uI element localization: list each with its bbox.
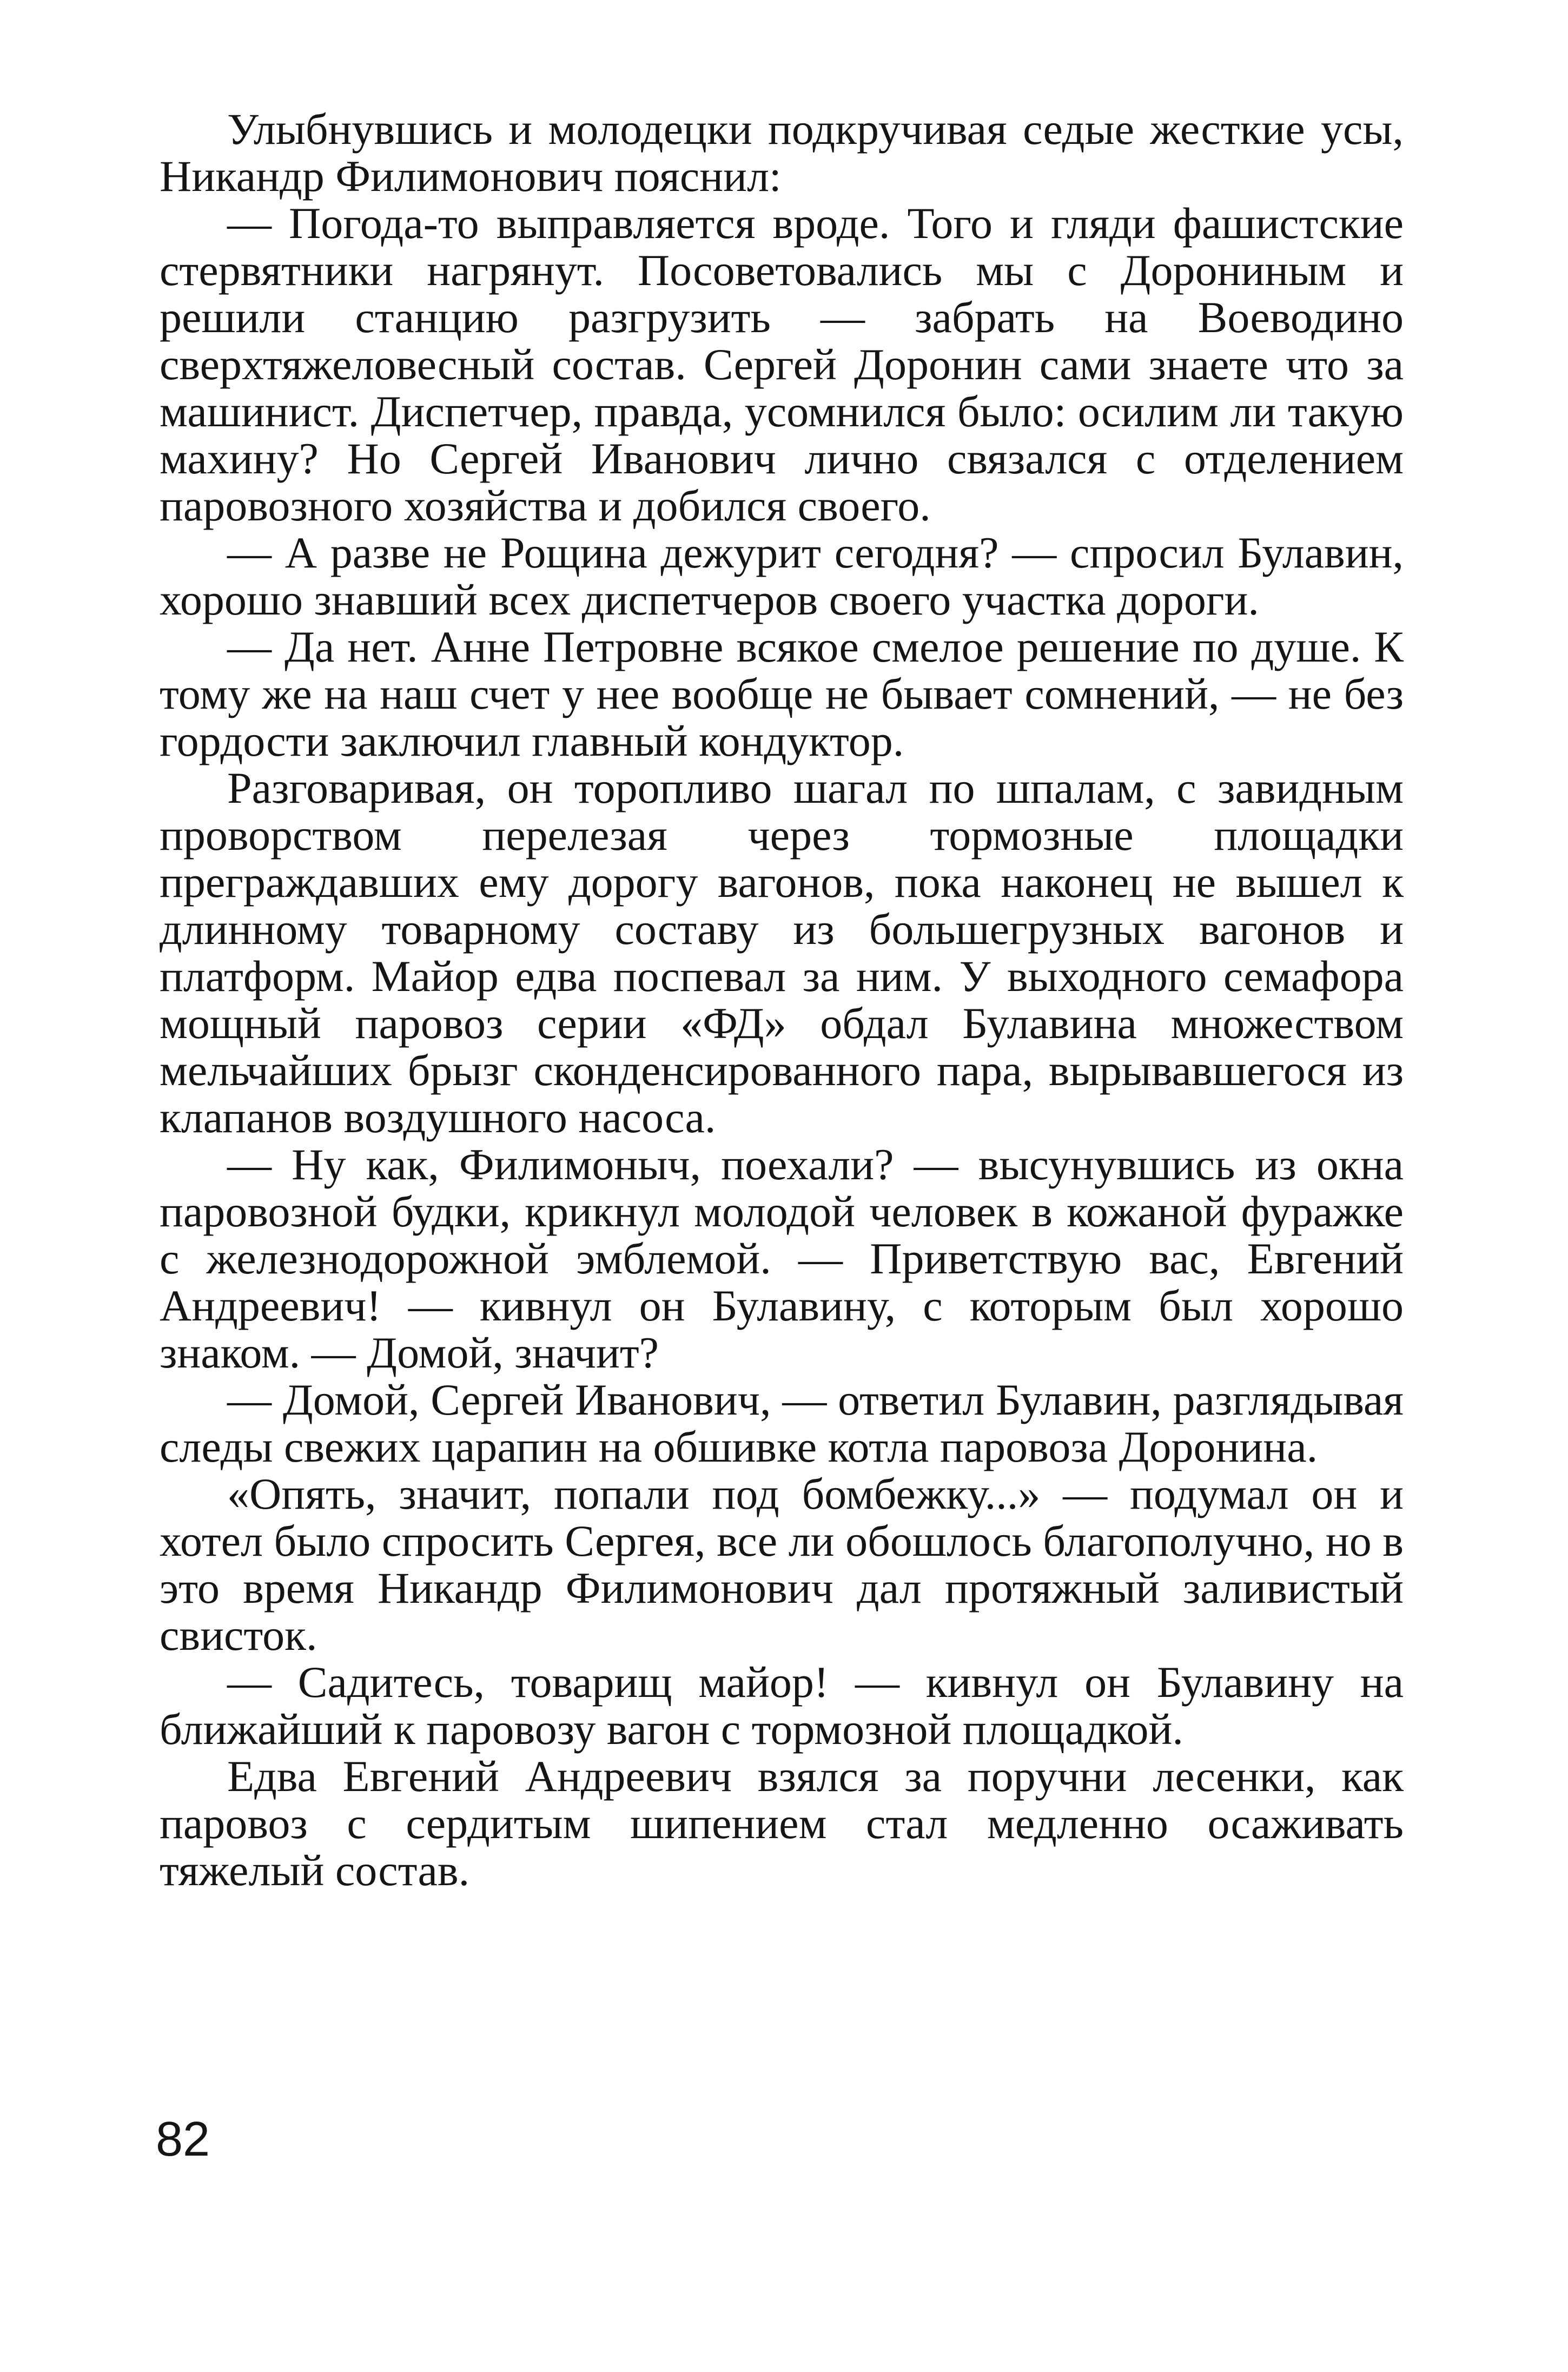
paragraph: Едва Евгений Андреевич взялся за поручни лесенки, как паровоз с сердитым шипением стал медленно осаживать тяжелый состав. — [160, 1752, 1404, 1895]
paragraph: Разговаривая, он торопливо шагал по шпалам, с завидным проворством перелезая через тормозные площадки преграждавших ему дорогу вагонов, пока наконец не вышел к длинному товарному составу из большегрузных вагонов и платформ. Майор едва поспевал за ним. У выходного семафора мощный паровоз серии «ФД» обдал Булавина множеством мельчайших брызг сконденсированного пара, вырывавшегося из клапанов воздушного насоса. — [160, 763, 1404, 1142]
paragraph: — Да нет. Анне Петровне всякое смелое решение по душе. К тому же на наш счет у нее вообще не бывает сомнений, — не без гордости заключил главный кондуктор. — [160, 622, 1404, 765]
paragraph: — А разве не Рощина дежурит сегодня? — спросил Булавин, хорошо знавший всех диспетчеров своего участка дороги. — [160, 528, 1404, 624]
paragraph: «Опять, значит, попали под бомбежку...» — подумал он и хотел было спросить Сергея, все ли обошлось благополучно, но в это время Никандр Филимонович дал протяжный заливистый свисток. — [160, 1469, 1404, 1660]
paragraph: — Садитесь, товарищ майор! — кивнул он Булавину на ближайший к паровозу вагон с тормозной площадкой. — [160, 1657, 1404, 1754]
paragraph: — Погода-то выправляется вроде. Того и гляди фашистские стервятники нагрянут. Посоветовались мы с Дорониным и решили станцию разгрузить — забрать на Воеводино сверхтяжеловесный состав. Сергей Доронин сами знаете что за машинист. Диспетчер, правда, усомнился было: осилим ли такую махину? Но Сергей Иванович лично связался с отделением паровозного хозяйства и добился своего. — [160, 199, 1404, 530]
page-number: 82 — [156, 2112, 210, 2166]
body-text — [160, 105, 1404, 1894]
paragraph: Улыбнувшись и молодецки подкручивая седые жесткие усы, Никандр Филимонович пояснил: — [160, 104, 1404, 201]
paragraph: — Домой, Сергей Иванович, — ответил Булавин, разглядывая следы свежих царапин на обшивке котла паровоза Доронина. — [160, 1375, 1404, 1471]
paragraph: — Ну как, Филимоныч, поехали? — высунувшись из окна паровозной будки, крикнул молодой человек в кожаной фуражке с железнодорожной эмблемой. — Приветствую вас, Евгений Андреевич! — кивнул он Булавину, с которым был хорошо знаком. — Домой, значит? — [160, 1140, 1404, 1377]
